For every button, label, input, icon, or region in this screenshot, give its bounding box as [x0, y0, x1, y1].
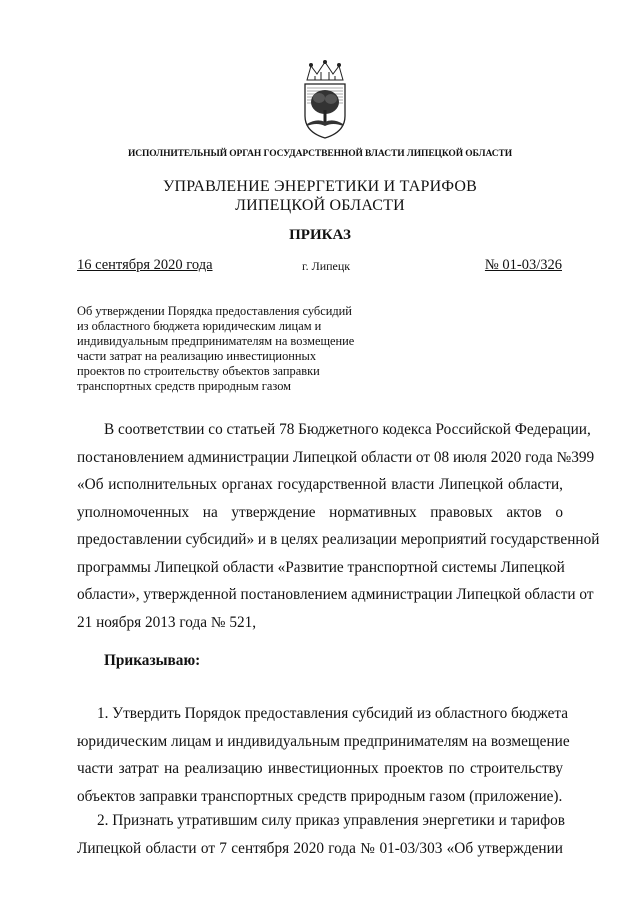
paragraph-line: Липецкой области от 7 сентября 2020 года № 01-03/303 «Об утверждении — [77, 839, 563, 857]
department-name-line2: ЛИПЕЦКОЙ ОБЛАСТИ — [235, 197, 405, 214]
paragraph-line: «Об исполнительных органах государственной власти Липецкой области, — [77, 476, 563, 493]
lipetsk-coat-of-arms-icon — [297, 60, 353, 140]
org-name: ИСПОЛНИТЕЛЬНЫЙ ОРГАН ГОСУДАРСТВЕННОЙ ВЛАСТИ ЛИПЕЦКОЙ ОБЛАСТИ — [127, 149, 513, 159]
document-date: 16 сентября 2020 года — [77, 257, 213, 273]
paragraph-line: объектов заправки транспортных средств природным газом (приложение). — [77, 787, 563, 805]
paragraph-line: области», утвержденной постановлением администрации Липецкой области от — [77, 586, 594, 603]
paragraph-line: предоставлении субсидий» и в целях реализации мероприятий государственной — [77, 531, 600, 548]
subject-line: части затрат на реализацию инвестиционных — [77, 349, 317, 364]
order-word: Приказываю: — [104, 652, 201, 669]
paragraph-line: В соответствии со статьей 78 Бюджетного кодекса Российской Федерации, — [104, 421, 591, 438]
document-type: ПРИКАЗ — [289, 227, 351, 243]
order-item-1 — [77, 700, 570, 810]
department-name — [0, 177, 640, 215]
subject-line: транспортных средств природным газом — [77, 379, 292, 394]
paragraph-line: постановлением администрации Липецкой области от 08 июля 2020 года №399 — [77, 448, 595, 466]
department-name-line1: УПРАВЛЕНИЕ ЭНЕРГЕТИКИ И ТАРИФОВ — [162, 178, 478, 195]
paragraph-line: 2. Признать утратившим силу приказ управления энергетики и тарифов — [97, 812, 565, 829]
document-city: г. Липецк — [302, 259, 351, 273]
subject-line: проектов по строительству объектов заправки — [77, 364, 320, 379]
paragraph-line: 21 ноября 2013 года № 521, — [77, 613, 257, 631]
subject-line: из областного бюджета юридическим лицам и — [77, 319, 322, 334]
paragraph-line: юридическим лицам и индивидуальным предпринимателям на возмещение — [77, 732, 570, 750]
paragraph-line: программы Липецкой области «Развитие транспортной системы Липецкой — [77, 558, 565, 576]
paragraph-line: уполномоченных на утверждение нормативных правовых актов о — [77, 503, 563, 521]
paragraph-line: части затрат на реализацию инвестиционных проектов по строительству — [77, 760, 563, 777]
document-number: № 01-03/326 — [484, 257, 562, 273]
document-subject — [77, 304, 377, 395]
subject-line: индивидуальным предпринимателям на возмещение — [77, 334, 355, 349]
subject-line: Об утверждении Порядка предоставления субсидий — [77, 304, 352, 318]
order-item-2 — [77, 807, 563, 862]
preamble-paragraph — [77, 416, 600, 636]
paragraph-line: 1. Утвердить Порядок предоставления субсидий из областного бюджета — [97, 705, 569, 722]
